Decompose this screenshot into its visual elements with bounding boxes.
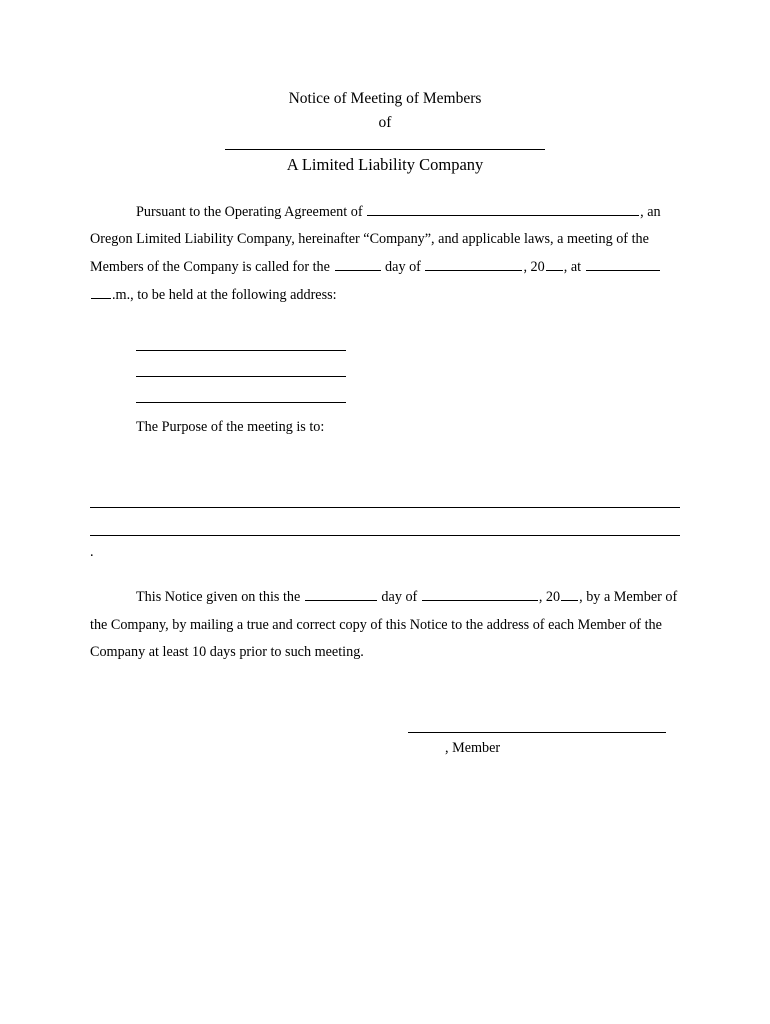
document-title-block (90, 88, 680, 177)
purpose-line-2[interactable] (90, 508, 680, 536)
operating-agreement-company-blank[interactable] (367, 202, 639, 216)
page-title: Notice of Meeting of Members (288, 90, 482, 107)
paragraph-notice (90, 199, 680, 309)
company-name-blank[interactable] (225, 138, 545, 150)
meeting-day-blank[interactable] (335, 257, 381, 271)
meeting-month-blank[interactable] (425, 257, 522, 271)
purpose-line-1[interactable] (90, 480, 680, 508)
para1-text-2: , an Oregon Limited Liability Company, hereinafter “Company”, and applicable laws, a meeting of the Members of the Company is called for the (90, 203, 661, 276)
title-subtitle: A Limited Liability Company (286, 154, 484, 174)
trailing-period: . (90, 544, 94, 561)
address-line-2[interactable] (136, 351, 346, 377)
para1-text-3: day of (381, 259, 425, 276)
notice-day-blank[interactable] (305, 587, 377, 601)
meeting-time-blank[interactable] (586, 257, 660, 271)
paragraph-notice-given (90, 584, 680, 667)
para1-text-5: , at (563, 259, 585, 276)
para1-text-6: .m., to be held at the following address: (112, 286, 337, 303)
address-line-3[interactable] (136, 377, 346, 403)
purpose-write-in-area (90, 480, 680, 536)
para2-text-2: day of (377, 589, 421, 606)
para1-text-1: Pursuant to the Operating Agreement of (136, 203, 367, 220)
para2-text-3: , 20 (538, 589, 561, 606)
notice-month-blank[interactable] (422, 587, 538, 601)
para2-text-4: , by a Member of the Company, by mailing a true and correct copy of this Notice to the address of each Member of the Company at least 10 days prior to such meeting. (90, 589, 678, 661)
title-connector: of (378, 114, 392, 132)
para2-text-1: This Notice given on this the (136, 589, 304, 606)
address-blanks (136, 325, 680, 403)
signature-label: , Member (445, 740, 501, 757)
purpose-label: The Purpose of the meeting is to: (136, 419, 325, 436)
signature-block (408, 719, 680, 757)
meeting-ampm-blank[interactable] (91, 285, 111, 299)
meeting-year-blank[interactable] (546, 257, 563, 271)
notice-year-blank[interactable] (561, 587, 578, 601)
address-line-1[interactable] (136, 325, 346, 351)
member-signature-blank[interactable] (408, 719, 666, 733)
para1-text-4: , 20 (523, 259, 545, 276)
document-content (90, 88, 680, 757)
